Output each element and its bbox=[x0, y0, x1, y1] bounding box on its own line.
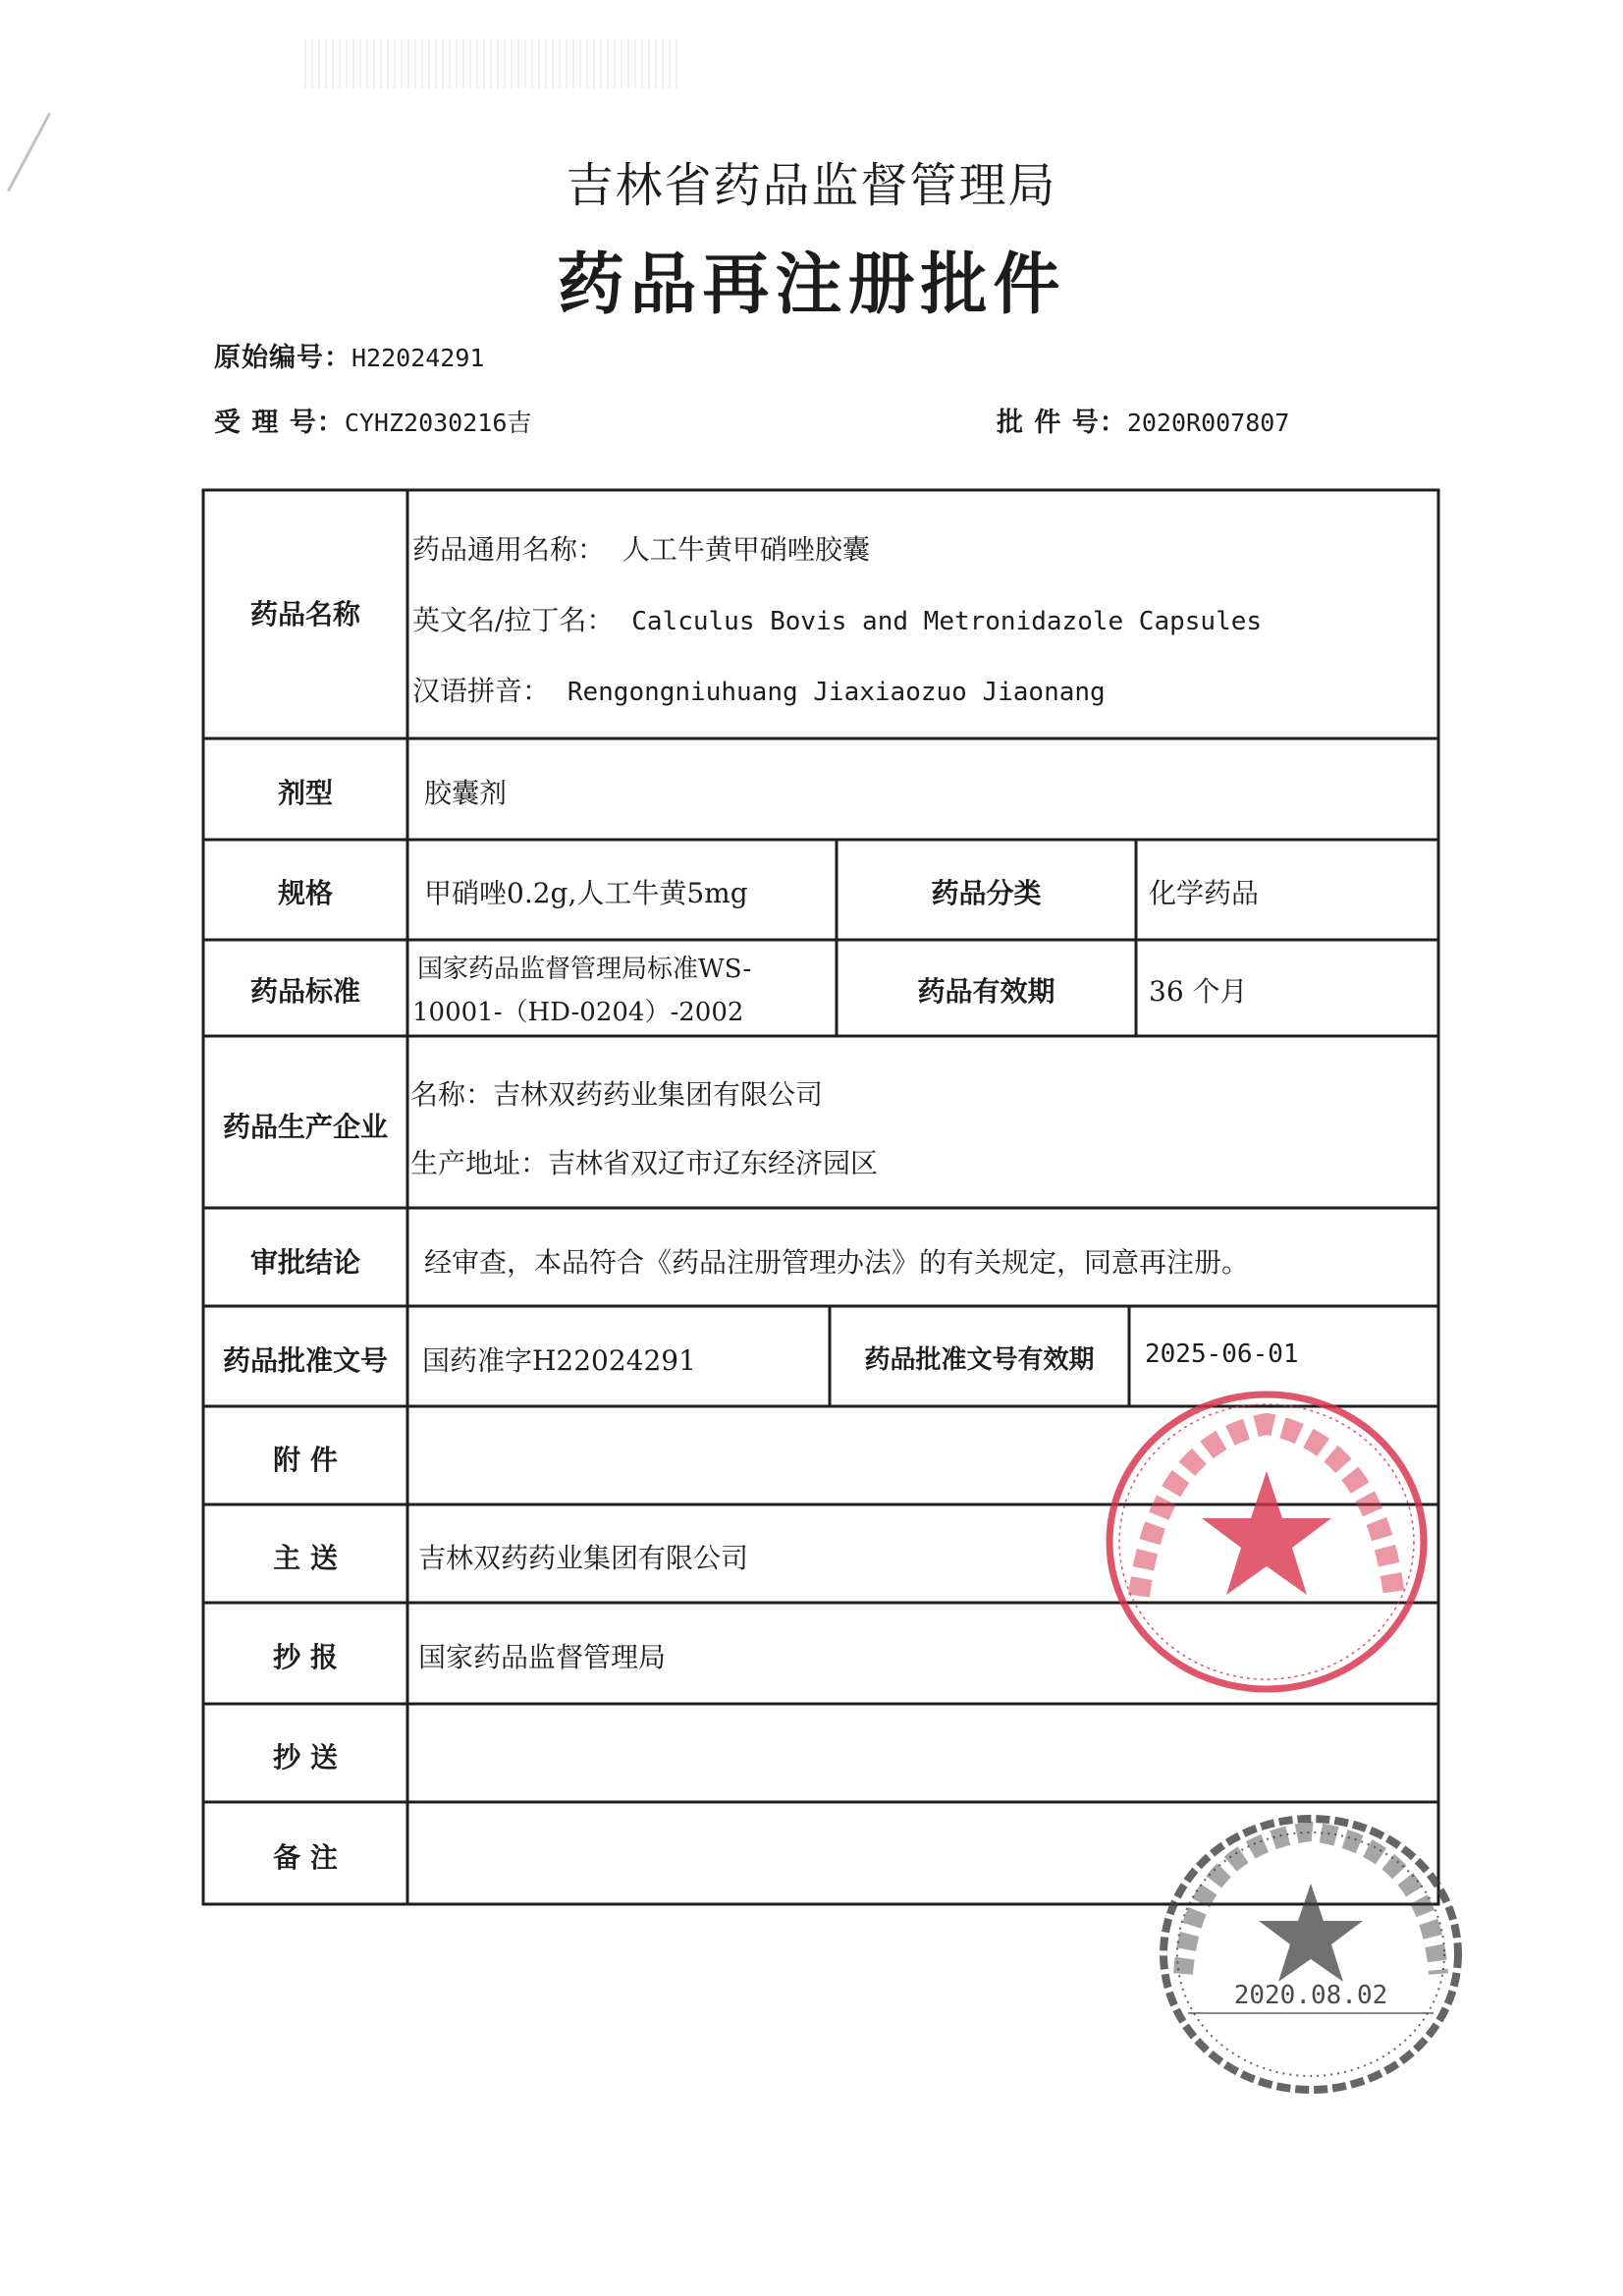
standard-value-line1: 国家药品监督管理局标准WS- bbox=[417, 955, 752, 984]
manufacturer-address-value: 吉林省双辽市辽东经济园区 bbox=[548, 1147, 879, 1179]
drug-name-label: 药品名称 bbox=[249, 598, 360, 630]
standard-value-line2: 10001-（HD-0204）-2002 bbox=[412, 998, 744, 1027]
english-name-value: Calculus Bovis and Metronidazole Capsules bbox=[631, 607, 1263, 636]
report-to-label: 抄 报 bbox=[273, 1641, 338, 1673]
attachment-label: 附 件 bbox=[273, 1444, 338, 1476]
dosage-form-value: 胶囊剂 bbox=[424, 777, 508, 809]
english-name-label: 英文名/拉丁名： bbox=[412, 604, 615, 636]
original-number-label: 原始编号： bbox=[214, 343, 352, 373]
conclusion-label: 审批结论 bbox=[249, 1246, 360, 1279]
conclusion-value: 经审查，本品符合《药品注册管理办法》的有关规定，同意再注册。 bbox=[424, 1246, 1250, 1279]
remarks-label: 备 注 bbox=[273, 1841, 338, 1874]
manufacturer-address bbox=[410, 1142, 878, 1181]
standard-label: 药品标准 bbox=[249, 975, 360, 1008]
validity-label: 药品有效期 bbox=[917, 975, 1055, 1008]
generic-name-label: 药品通用名称： bbox=[412, 533, 606, 566]
manufacturer-label: 药品生产企业 bbox=[222, 1111, 388, 1143]
document-title: 药品再注册批件 bbox=[557, 246, 1066, 324]
manufacturer-name bbox=[410, 1073, 823, 1113]
pinyin-name bbox=[412, 670, 1106, 709]
manufacturer-name-label: 名称： bbox=[410, 1078, 494, 1111]
acceptance-number-label: 受 理 号： bbox=[214, 408, 345, 438]
validity-value: 36 个月 bbox=[1149, 975, 1248, 1008]
pinyin-name-value: Rengongniuhuang Jiaxiaozuo Jiaonang bbox=[567, 678, 1106, 707]
generic-name bbox=[412, 528, 870, 568]
approval-doc-validity-label: 药品批准文号有效期 bbox=[864, 1345, 1095, 1375]
category-value: 化学药品 bbox=[1149, 877, 1260, 909]
approval-number-value: 2020R007807 bbox=[1126, 409, 1290, 437]
issuing-authority: 吉林省药品监督管理局 bbox=[566, 158, 1057, 213]
pinyin-name-label: 汉语拼音： bbox=[412, 675, 551, 707]
office-seal-star-icon bbox=[1259, 1884, 1363, 1982]
approval-number-label: 批 件 号： bbox=[997, 408, 1127, 438]
cc-label: 抄 送 bbox=[273, 1741, 338, 1774]
approval-doc-value: 国药准字H22024291 bbox=[422, 1344, 696, 1377]
manufacturer-address-label: 生产地址： bbox=[410, 1147, 549, 1179]
generic-name-value: 人工牛黄甲硝唑胶囊 bbox=[622, 533, 870, 566]
manufacturer-name-value: 吉林双药药业集团有限公司 bbox=[493, 1078, 824, 1111]
acceptance-number-value: CYHZ2030216吉 bbox=[344, 409, 532, 437]
approval-doc-validity-value: 2025-06-01 bbox=[1145, 1339, 1299, 1369]
spec-value: 甲硝唑0.2g,人工牛黄5mg bbox=[424, 877, 748, 909]
office-seal-stamp bbox=[1149, 1807, 1473, 2102]
dosage-form-label: 剂型 bbox=[277, 777, 333, 809]
approval-doc-label: 药品批准文号 bbox=[222, 1344, 388, 1377]
send-to-value: 吉林双药药业集团有限公司 bbox=[418, 1542, 749, 1574]
english-name bbox=[412, 599, 1262, 638]
seal-star-icon bbox=[1202, 1471, 1331, 1595]
send-to-label: 主 送 bbox=[273, 1542, 338, 1574]
spec-label: 规格 bbox=[277, 877, 333, 909]
category-label: 药品分类 bbox=[931, 877, 1042, 909]
office-seal-date: 2020.08.02 bbox=[1233, 1981, 1388, 2010]
report-to-value: 国家药品监督管理局 bbox=[418, 1641, 667, 1673]
original-number-value: H22024291 bbox=[352, 344, 485, 372]
company-seal-stamp bbox=[1100, 1385, 1434, 1699]
